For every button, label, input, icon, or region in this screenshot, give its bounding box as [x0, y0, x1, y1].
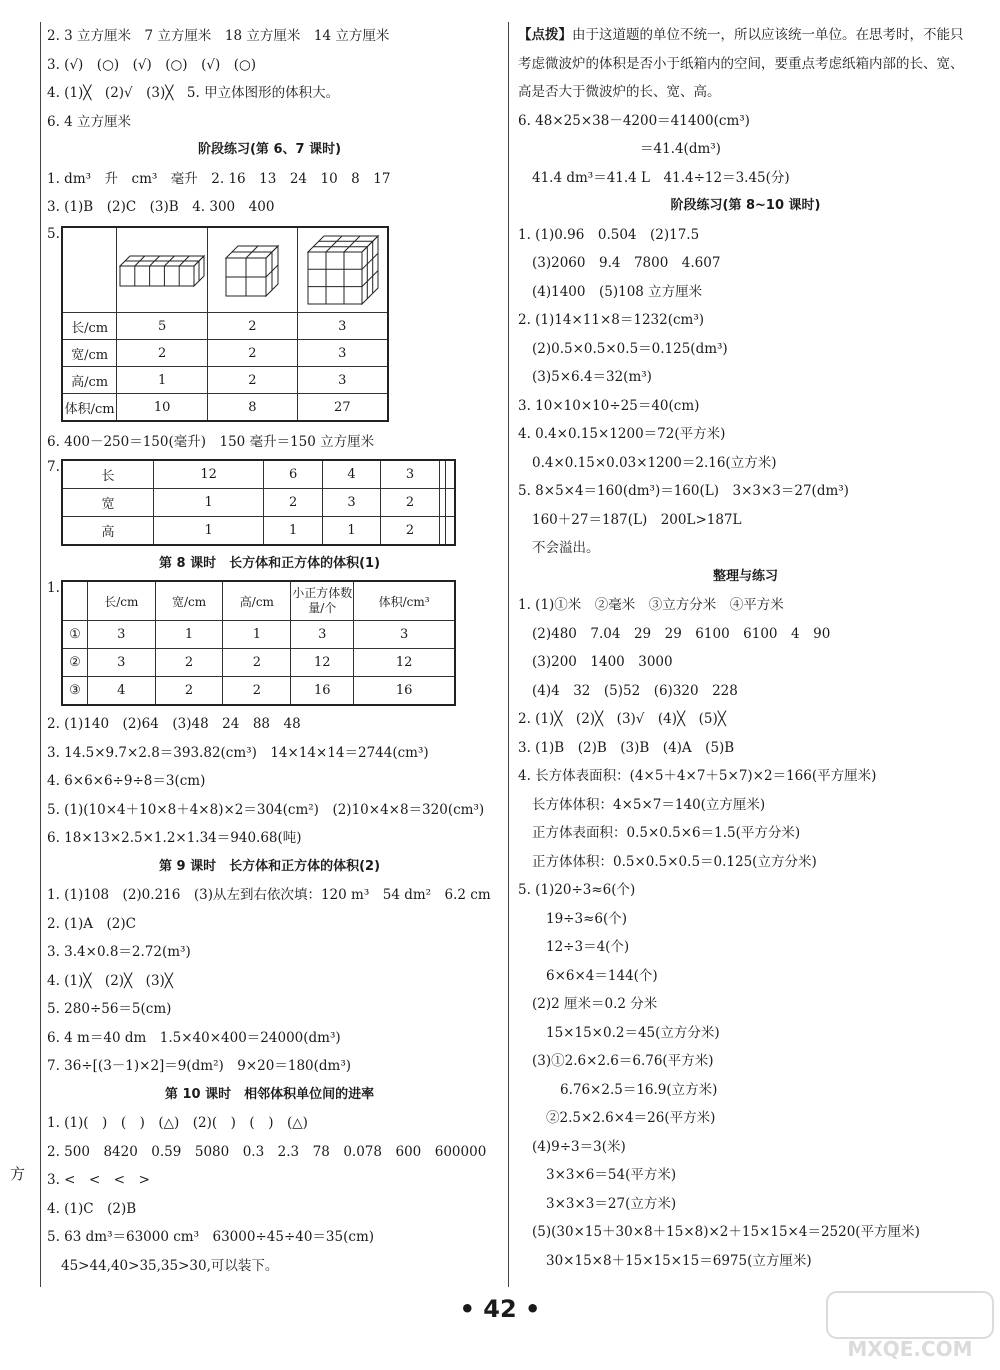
- answer-line: 3. (1)B (2)C (3)B 4. 300 400: [47, 199, 275, 215]
- table-cell: 10: [117, 394, 208, 422]
- table-row: [62, 621, 455, 649]
- answer-line: ＝41.4(dm³): [640, 141, 721, 157]
- row-label: 宽: [62, 488, 153, 516]
- cube-table-block: [47, 226, 492, 423]
- answer-line: 3. 14.5×9.7×2.8＝393.82(cm³) 14×14×14＝2744(cm³): [47, 744, 429, 761]
- table-row: [62, 367, 388, 394]
- table-cell: 3: [297, 313, 388, 340]
- svg-text:MXQE.COM: MXQE.COM: [847, 1337, 973, 1361]
- cuboid-5x2x1-figure: [117, 227, 208, 313]
- answer-line: 4. (1)C (2)B: [47, 1200, 137, 1217]
- table-header-row: [62, 581, 455, 621]
- table-cell: 2: [381, 516, 439, 545]
- answer-line: 5. 280÷56＝5(cm): [47, 1001, 172, 1017]
- answer-line: 6×6×4＝144(个): [546, 967, 658, 984]
- table-cell: 6: [264, 460, 322, 489]
- question-number: 5.: [47, 225, 60, 242]
- row-label: 长: [62, 460, 153, 489]
- answer-line: 4. 0.4×0.15×1200＝72(平方米): [518, 426, 726, 442]
- answer-line: (3)2060 9.4 7800 4.607: [532, 255, 721, 271]
- table-cell: 2: [264, 488, 322, 516]
- section-heading: 整理与练习: [712, 568, 778, 584]
- answer-line: 正方体体积：0.5×0.5×0.5＝0.125(立方分米): [532, 853, 817, 870]
- answer-line: 4. (1)╳ (2)√ (3)╳ 5. 甲立体图形的体积大。: [47, 85, 340, 101]
- table-row: [62, 516, 455, 545]
- answer-line: 2. (1)╳ (2)╳ (3)√ (4)╳ (5)╳: [518, 711, 726, 727]
- answer-line: 3. 3.4×0.8＝2.72(m³): [47, 944, 191, 960]
- answer-line: 0.4×0.15×0.03×1200＝2.16(立方米): [532, 454, 777, 471]
- answer-line: 3×3×3＝27(立方米): [546, 1195, 677, 1212]
- table-cell: 3: [322, 488, 380, 516]
- answer-line: 3. < < < >: [47, 1172, 150, 1188]
- table-row: [62, 677, 455, 706]
- table-cell: 3: [291, 621, 354, 649]
- answer-line: 19÷3≈6(个): [546, 910, 628, 927]
- answer-line: 41.4 dm³＝41.4 L 41.4÷12＝3.45(分): [532, 169, 790, 186]
- table-cell: 2: [155, 677, 223, 706]
- answer-line: ②2.5×2.6×4＝26(平方米): [546, 1110, 716, 1126]
- dimension-table-block: [47, 459, 492, 546]
- row-label: 长/cm: [62, 313, 117, 340]
- table-cell: [446, 460, 455, 489]
- cube-volume-table: [61, 226, 389, 423]
- answer-line: (4)1400 (5)108 立方厘米: [532, 283, 703, 300]
- margin-character: 方: [10, 1165, 26, 1183]
- table-cell: 3: [87, 621, 155, 649]
- dimension-table: [61, 459, 456, 546]
- answer-line: 6. 48×25×38－4200＝41400(cm³): [518, 112, 750, 129]
- column-header: 小正方体数量/个: [291, 581, 354, 621]
- section-heading: 第 9 课时 长方体和正方体的体积(2): [158, 858, 381, 874]
- row-label: 宽/cm: [62, 340, 117, 367]
- answer-line: 7. 36÷[(3－1)×2]＝9(dm²) 9×20＝180(dm³): [47, 1058, 352, 1074]
- column-header: 高/cm: [223, 581, 291, 621]
- volume-count-table: [61, 580, 456, 706]
- row-label: 体积/cm: [62, 394, 117, 422]
- table-cell: 2: [155, 649, 223, 677]
- answer-line: 160＋27＝187(L) 200L>187L: [532, 511, 742, 528]
- column-divider: [40, 22, 41, 1287]
- answer-line: 45>44,40>35,35>30,可以装下。: [61, 1257, 279, 1274]
- answer-line: 6. 4 m＝40 dm 1.5×40×400＝24000(dm³): [47, 1029, 341, 1046]
- table-cell: [446, 488, 455, 516]
- section-heading: 第 10 课时 相邻体积单位间的进率: [164, 1086, 375, 1102]
- tip-paragraph: [518, 21, 973, 107]
- answer-line: 1. dm³ 升 cm³ 毫升 2. 16 13 24 10 8 17: [47, 170, 391, 187]
- table-row: [62, 313, 388, 340]
- table-cell: 8: [208, 394, 298, 422]
- table-cell: 3: [87, 649, 155, 677]
- table-row: [62, 460, 455, 489]
- left-column: [47, 22, 492, 1280]
- answer-line: (5)(30×15＋30×8＋15×8)×2＋15×15×4＝2520(平方厘米): [532, 1224, 920, 1240]
- answer-line: 2. 3 立方厘米 7 立方厘米 18 立方厘米 14 立方厘米: [47, 28, 390, 44]
- answer-line: 4. 长方体表面积：(4×5＋4×7＋5×7)×2＝166(平方厘米): [518, 768, 877, 784]
- table-cell: 12: [291, 649, 354, 677]
- table-cell: 1: [117, 367, 208, 394]
- answer-line: (2)480 7.04 29 29 6100 6100 4 90: [532, 625, 831, 642]
- table-cell: 1: [153, 516, 264, 545]
- column-header: [62, 581, 87, 621]
- answer-line: 3. (1)B (2)B (3)B (4)A (5)B: [518, 739, 735, 756]
- answer-line: (4)4 32 (5)52 (6)320 228: [532, 682, 738, 699]
- answer-line: (3)200 1400 3000: [532, 654, 673, 670]
- answer-line: 2. 500 8420 0.59 5080 0.3 2.3 78 0.078 600 600000: [47, 1143, 487, 1160]
- table-cell: ①: [62, 621, 87, 649]
- watermark-logo: [825, 1290, 995, 1362]
- answer-line: 5. 8×5×4＝160(dm³)＝160(L) 3×3×3＝27(dm³): [518, 483, 849, 499]
- answer-line: 5. (1)20÷3≈6(个): [518, 882, 636, 898]
- answer-line: (3)5×6.4＝32(m³): [532, 369, 652, 385]
- table-row: [62, 488, 455, 516]
- answer-line: 1. (1)108 (2)0.216 (3)从左到右依次填：120 m³ 54 dm² 6.2 cm: [47, 887, 491, 903]
- table-cell: 3: [381, 460, 439, 489]
- volume-count-table-block: [47, 580, 492, 706]
- table-cell: ②: [62, 649, 87, 677]
- table-cell: ③: [62, 677, 87, 706]
- row-label: 高: [62, 516, 153, 545]
- table-row: [62, 340, 388, 367]
- table-cell: 12: [153, 460, 264, 489]
- row-label: 高/cm: [62, 367, 117, 394]
- answer-line: 12÷3＝4(个): [546, 939, 630, 955]
- table-cell: 3: [354, 621, 455, 649]
- answer-line: 2. (1)140 (2)64 (3)48 24 88 48: [47, 716, 301, 732]
- column-header: 长/cm: [87, 581, 155, 621]
- answer-line: (2)0.5×0.5×0.5＝0.125(dm³): [532, 340, 728, 357]
- table-cell: 4: [322, 460, 380, 489]
- table-cell: 2: [208, 340, 298, 367]
- answer-line: 15×15×0.2＝45(立方分米): [546, 1024, 720, 1041]
- answer-line: 4. 6×6×6÷9÷8＝3(cm): [47, 773, 206, 789]
- answer-line: 1. (1)( ) ( ) (△) (2)( ) ( ) (△): [47, 1115, 308, 1131]
- right-column: [518, 22, 973, 1275]
- answer-line: 5. 63 dm³＝63000 cm³ 63000÷45÷40＝35(cm): [47, 1229, 375, 1245]
- table-cell: 12: [354, 649, 455, 677]
- table-cell: 16: [291, 677, 354, 706]
- answer-line: 长方体体积：4×5×7＝140(立方厘米): [532, 796, 766, 813]
- answer-line: 6. 4 立方厘米: [47, 113, 132, 130]
- table-cell: [446, 516, 455, 545]
- table-cell: 4: [87, 677, 155, 706]
- table-cell: 2: [223, 649, 291, 677]
- table-cell: 16: [354, 677, 455, 706]
- table-cell: 27: [297, 394, 388, 422]
- tip-text: 由于这道题的单位不统一，所以应该统一单位。在思考时，不能只考虑微波炉的体积是否小于纸箱内的空间，要重点考虑纸箱内部的长、宽、高是否大于微波炉的长、宽、高。: [518, 27, 964, 100]
- table-row: [62, 649, 455, 677]
- column-divider: [508, 22, 509, 1287]
- table-cell: 3: [297, 340, 388, 367]
- table-cell: 1: [155, 621, 223, 649]
- column-header: 宽/cm: [155, 581, 223, 621]
- answer-line: (3)①2.6×2.6＝6.76(平方米): [532, 1053, 714, 1069]
- cube-3x3x3-figure: [297, 227, 388, 313]
- section-heading: 阶段练习(第 8~10 课时): [670, 198, 821, 213]
- answer-line: 3. (√) (○) (√) (○) (√) (○): [47, 56, 257, 73]
- table-cell: 2: [208, 313, 298, 340]
- question-number: 1.: [47, 580, 60, 596]
- answer-line: 6.76×2.5＝16.9(立方米): [560, 1081, 718, 1098]
- question-number: 7.: [47, 458, 60, 475]
- answer-line: 30×15×8＋15×15×15＝6975(立方厘米): [546, 1252, 812, 1269]
- answer-line: 3×3×6＝54(平方米): [546, 1167, 677, 1183]
- answer-line: 5. (1)(10×4＋10×8＋4×8)×2＝304(cm²) (2)10×4×8＝320(cm³): [47, 801, 485, 818]
- table-cell: 1: [223, 621, 291, 649]
- table-cell: 2: [117, 340, 208, 367]
- section-heading: 阶段练习(第 6、7 课时): [197, 142, 342, 157]
- table-cell: 1: [264, 516, 322, 545]
- answer-line: 2. (1)14×11×8＝1232(cm³): [518, 312, 705, 328]
- answer-line: 3. 10×10×10÷25＝40(cm): [518, 397, 700, 414]
- table-cell: 3: [297, 367, 388, 394]
- column-header: 体积/cm³: [354, 581, 455, 621]
- answer-line: 正方体表面积：0.5×0.5×6＝1.5(平方分米): [532, 825, 801, 841]
- answer-line: 6. 18×13×2.5×1.2×1.34＝940.68(吨): [47, 830, 302, 846]
- answer-line: (2)2 厘米＝0.2 分米: [532, 996, 658, 1012]
- cube-2x2x2-figure: [208, 227, 298, 313]
- page-number: • 42 •: [459, 1295, 541, 1323]
- tip-label: 【点拨】: [518, 27, 572, 43]
- table-cell: 5: [117, 313, 208, 340]
- answer-line: (4)9÷3＝3(米): [532, 1138, 626, 1155]
- question-6: 6. 400－250＝150(毫升) 150 毫升＝150 立方厘米: [47, 434, 375, 450]
- answer-line: 2. (1)A (2)C: [47, 915, 136, 932]
- table-cell: 1: [322, 516, 380, 545]
- table-cell: 2: [223, 677, 291, 706]
- table-row: [62, 394, 388, 422]
- section-heading: 第 8 课时 长方体和正方体的体积(1): [158, 555, 381, 571]
- table-cell: 2: [381, 488, 439, 516]
- answer-line: 4. (1)╳ (2)╳ (3)╳: [47, 972, 173, 989]
- table-cell: 1: [153, 488, 264, 516]
- answer-line: 不会溢出。: [532, 540, 600, 556]
- answer-line: 1. (1)0.96 0.504 (2)17.5: [518, 226, 700, 243]
- answer-line: 1. (1)①米 ②毫米 ③立方分米 ④平方米: [518, 597, 784, 613]
- table-cell: 2: [208, 367, 298, 394]
